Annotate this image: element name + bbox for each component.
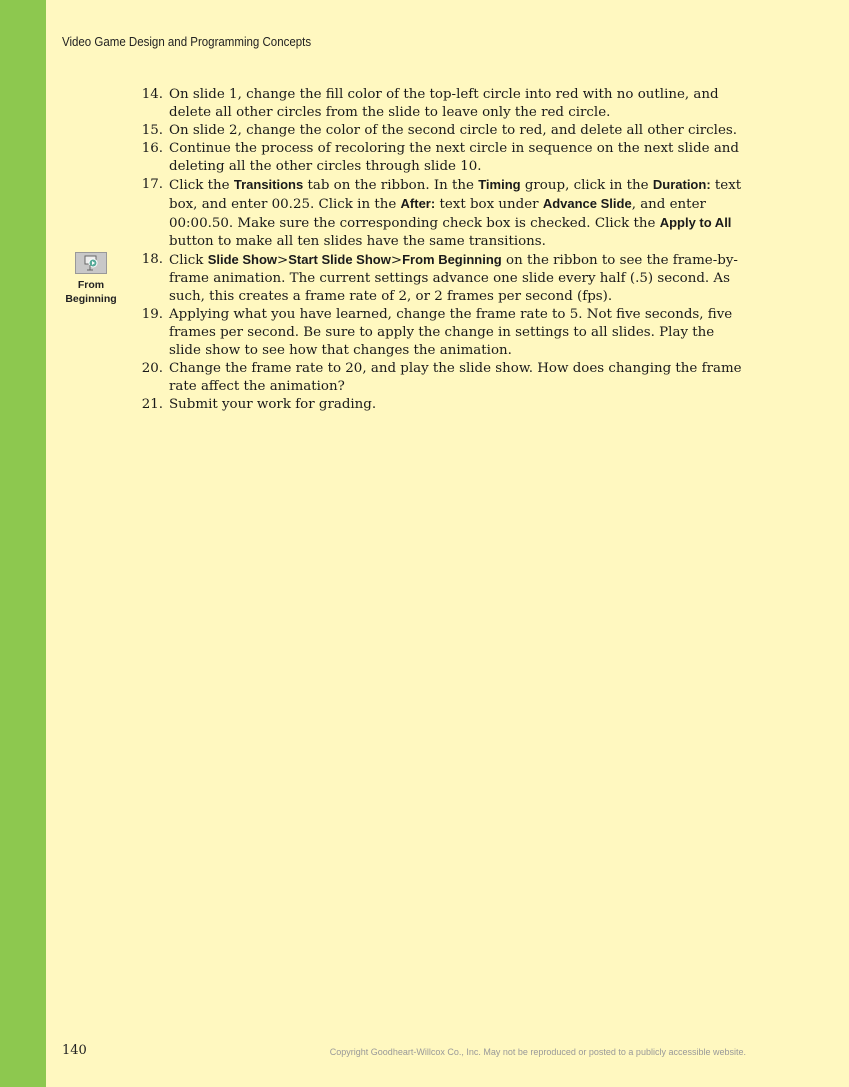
ui-term: Apply to All: [659, 215, 732, 230]
text-run: text box under: [435, 197, 543, 212]
text-run: button to make all ten slides have the same transitions.: [169, 234, 546, 249]
text-run: On slide 2, change the color of the second circle to red, and delete all other circles.: [169, 123, 738, 138]
text-run: group, click in the: [520, 178, 653, 193]
instruction-steps: [128, 86, 750, 414]
step-item: [128, 86, 750, 122]
ui-term: Slide Show: [207, 252, 278, 267]
ui-term: Timing: [478, 177, 521, 192]
step-item: [128, 251, 750, 306]
step-item: [128, 122, 750, 140]
step-text: [169, 396, 750, 414]
slideshow-play-icon: [75, 252, 107, 274]
label-line-2: Beginning: [65, 293, 117, 305]
step-item: [128, 396, 750, 414]
running-head: Video Game Design and Programming Concepts: [62, 35, 312, 49]
step-text: [169, 140, 750, 176]
step-number: 19.: [141, 307, 163, 322]
step-text: [169, 86, 750, 122]
step-text: [169, 251, 750, 306]
step-item: [128, 140, 750, 176]
text-run: Continue the process of recoloring the next circle in sequence on the next slide and deleting all the other circles through slide 10.: [169, 141, 740, 174]
page-number: 140: [62, 1043, 87, 1058]
ui-term: From Beginning: [402, 252, 502, 267]
text-run: on the ribbon to see the frame-by-frame animation. The current settings advance one slide every half (.5) second. As such, this creates a frame rate of 2, or 2 frames per second (fps).: [169, 253, 738, 304]
ui-term: After:: [400, 196, 436, 211]
green-margin-bar: [0, 0, 46, 1087]
text-run: Click: [169, 253, 208, 268]
ui-term: Duration:: [652, 177, 711, 192]
from-beginning-label: [56, 278, 126, 306]
copyright-notice: Copyright Goodheart-Willcox Co., Inc. May not be reproduced or posted to a publicly accessible website.: [329, 1047, 746, 1057]
step-number: 17.: [141, 177, 163, 192]
step-text: [169, 122, 750, 140]
text-run: >: [277, 253, 289, 268]
text-run: , and enter 00:00.50. Make sure the corresponding check box is checked. Click the: [169, 197, 706, 231]
step-number: 15.: [141, 123, 163, 138]
step-number: 16.: [141, 141, 163, 156]
step-number: 21.: [141, 397, 163, 412]
text-run: >: [390, 253, 403, 268]
step-text: [169, 306, 750, 360]
step-text: [169, 176, 750, 251]
text-run: On slide 1, change the fill color of the top-left circle into red with no outline, and delete all other circles from the slide to leave only the red circle.: [169, 87, 719, 120]
text-run: text box, and enter 00.25. Click in the: [169, 178, 742, 212]
step-number: 18.: [141, 252, 163, 267]
step-item: [128, 176, 750, 251]
text-run: Applying what you have learned, change the frame rate to 5. Not five seconds, five frames per second. Be sure to apply the change in settings to all slides. Play the slide show to see how that changes the animation.: [169, 307, 733, 358]
text-run: Change the frame rate to 20, and play the slide show. How does changing the frame rate affect the animation?: [169, 361, 742, 394]
text-run: Click the: [169, 178, 234, 193]
step-item: [128, 306, 750, 360]
step-number: 14.: [141, 87, 163, 102]
step-number: 20.: [141, 361, 163, 376]
ui-term: Start Slide Show: [288, 252, 391, 267]
ui-term: Transitions: [233, 177, 304, 192]
step-text: [169, 360, 750, 396]
label-line-1: From: [77, 279, 105, 291]
ui-term: Advance Slide: [542, 196, 632, 211]
step-item: [128, 360, 750, 396]
text-run: Submit your work for grading.: [169, 397, 377, 412]
text-run: tab on the ribbon. In the: [303, 178, 479, 193]
